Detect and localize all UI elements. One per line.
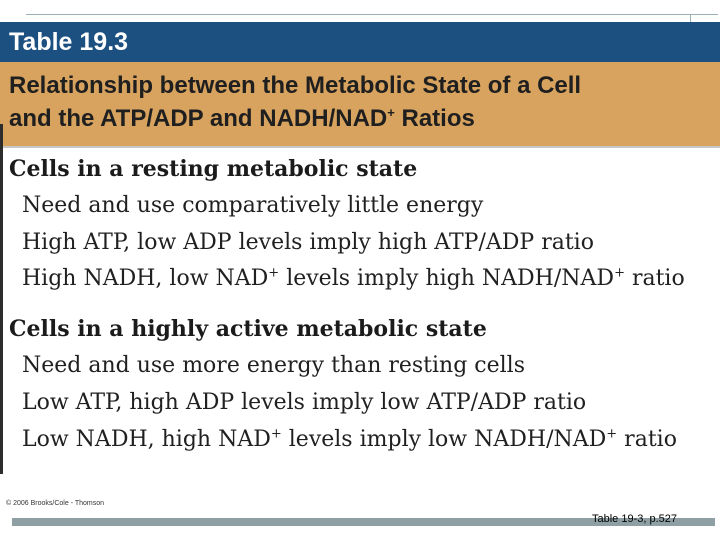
table-title [0,62,720,146]
resting-row-atp: High ATP, low ADP levels imply high ATP/ADP ratio [22,230,594,255]
slide-caption: Table 19-3, p.527 [592,513,678,525]
resting-nadh-part-c: levels imply high NADH/NAD [279,266,615,291]
copyright-notice: © 2006 Brooks/Cole - Thomson [6,500,105,507]
active-nadh-part-c: levels imply low NADH/NAD [281,427,607,452]
resting-nadh-part-e: ratio [624,266,685,291]
title-line-2-ratios: Ratios [394,105,475,132]
resting-row-nadh [22,266,685,291]
table-title-line-2 [9,102,711,135]
resting-nadh-sup-2: + [614,265,625,281]
table-card [0,22,720,474]
resting-nadh-part-a: High NADH, low NAD [22,266,269,291]
title-superscript: + [387,105,395,120]
active-row-nadh [22,427,677,452]
active-nadh-part-e: ratio [617,427,677,452]
table-number: Table 19.3 [0,22,720,62]
top-frame-tick [690,14,691,22]
active-nadh-part-a: Low NADH, high NAD [22,427,271,452]
title-line-2-text: and the ATP/ADP and NADH/NAD [9,105,388,132]
table-title-line-1: Relationship between the Metabolic State of a Cell [9,72,582,99]
resting-nadh-sup-1: + [268,265,280,281]
section-header-resting: Cells in a resting metabolic state [9,156,418,182]
active-row-atp: Low ATP, high ADP levels imply low ATP/ADP ratio [22,390,587,415]
table-body [0,146,720,474]
resting-row-energy: Need and use comparatively little energy [22,193,484,218]
left-border-rule [0,124,3,474]
active-row-energy: Need and use more energy than resting cells [22,353,526,378]
section-header-active: Cells in a highly active metabolic state [9,316,487,342]
active-nadh-sup-2: + [606,426,618,442]
active-nadh-sup-1: + [270,426,282,442]
top-frame-line [26,14,718,15]
